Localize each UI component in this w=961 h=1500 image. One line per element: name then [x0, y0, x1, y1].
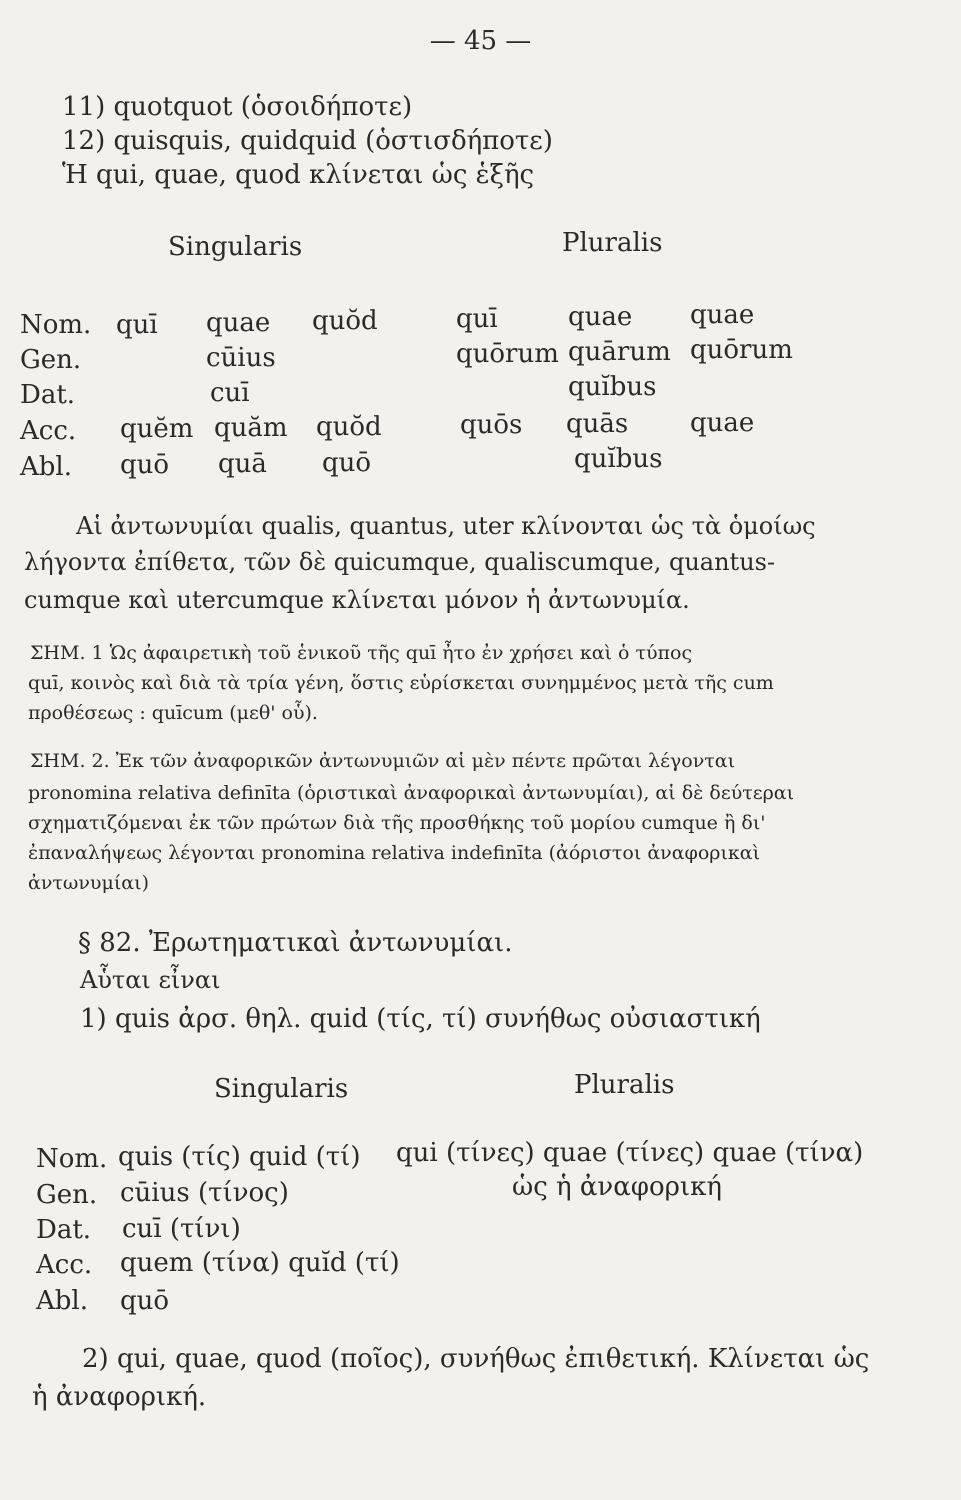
table2-singular-header: Singularis [214, 1074, 349, 1104]
table2-plural-header: Pluralis [574, 1070, 675, 1100]
paragraph-line: λήγοντα ἐπίθετα, τῶν δὲ quicumque, qualiscumque, quantus- [24, 548, 776, 576]
page-number: — 45 — [429, 26, 532, 56]
section-item-1: 1) quis ἀρσ. θηλ. quid (τίς, τί) συνήθως οὐσιαστική [80, 1004, 761, 1034]
paragraph-line: Αἱ ἀντωνυμίαι qualis, quantus, uter κλίνονται ὡς τὰ ὁμοίως [76, 512, 816, 540]
declension-intro: Ἡ qui, quae, quod κλίνεται ὡς ἑξῆς [62, 160, 535, 190]
paragraph-line: cumque καὶ utercumque κλίνεται μόνον ἡ ἀντωνυμία. [24, 586, 690, 614]
note2-line: ΣΗΜ. 2. Ἐκ τῶν ἀναφορικῶν ἀντωνυμιῶν αἱ μὲν πέντε πρῶται λέγονται [30, 750, 736, 772]
list-item-11: 11) quotquot (ὁσοιδήποτε) [62, 92, 413, 122]
note2-line: ἀντωνυμίαι) [28, 872, 149, 894]
section-heading: § 82. Ἐρωτηματικαὶ ἀντωνυμίαι. [78, 928, 513, 958]
table1-plural-header: Pluralis [562, 228, 663, 258]
note1-line: ΣΗΜ. 1 Ὡς ἀφαιρετικὴ τοῦ ἑνικοῦ τῆς quī ἦτο ἐν χρήσει καὶ ὁ τύπος [30, 642, 693, 664]
final-line: 2) qui, quae, quod (ποῖος), συνήθως ἐπιθετική. Κλίνεται ὡς [82, 1344, 870, 1374]
note1-line: quī, κοινὸς καὶ διὰ τὰ τρία γένη, ὅστις εὑρίσκεται συνημμένος μετὰ τῆς cum [28, 672, 774, 694]
book-page: — 45 — 11) quotquot (ὁσοιδήποτε) 12) quisquis, quidquid (ὁστισδήποτε) Ἡ qui, quae, quod κλίνεται ὡς ἑξῆς Singularis Pluralis Nom. quī quae quŏd quī quae quae Gen. cūius quōrum quārum quōrum Dat. cuī quĭbus Acc. quĕm quăm quŏd quōs quās quae Abl. quō quā quō quĭbus Αἱ ἀντωνυμίαι qualis, quantus, uter κλίνονται ὡς τὰ ὁμοίως λήγοντα ἐπίθετα, τῶν δὲ quicumque, qualiscumque, quantus- cumque καὶ utercumque κλίνεται μόνον ἡ ἀντωνυμία. ΣΗΜ. 1 Ὡς ἀφαιρετικὴ τοῦ ἑνικοῦ τῆς quī ἦτο ἐν χρήσει καὶ ὁ τύπος quī, κοινὸς καὶ διὰ τὰ τρία γένη, ὅστις εὑρίσκεται συνημμένος μετὰ τῆς cum προθέσεως : quīcum (μεθ' οὗ). ΣΗΜ. 2. Ἐκ τῶν ἀναφορικῶν ἀντωνυμιῶν αἱ μὲν πέντε πρῶται λέγονται pronomina relativa definīta (ὁριστικαὶ ἀναφορικαὶ ἀντωνυμίαι), αἱ δὲ δεύτεραι σχηματιζόμεναι ἐκ τῶν πρώτων διὰ τῆς προσθήκης τοῦ μορίου cumque ἢ δι' ἐπαναλήψεως λέγονται pronomina relativa indefinīta (ἀόριστοι ἀναφορικαὶ ἀντωνυμίαι) § 82. Ἐρωτηματικαὶ ἀντωνυμίαι. Αὗται εἶναι 1) quis ἀρσ. θηλ. quid (τίς, τί) συνήθως οὐσιαστική Singularis Pluralis Nom. quis (τίς) quid (τί) Gen. cūius (τίνος) Dat. cuī (τίνι) Acc. quem (τίνα) quĭd (τί) Abl. quō qui (τίνες) quae (τίνες) quae (τίνα) ὡς ἡ ἀναφορική 2) qui, quae, quod (ποῖος), συνήθως ἐπιθετική. Κλίνεται ὡς ἡ ἀναφορική. [0, 0, 961, 1500]
section-intro: Αὗται εἶναι [80, 966, 221, 994]
table2-plural-note: ὡς ἡ ἀναφορική [512, 1172, 722, 1202]
table2-plural-forms: qui (τίνες) quae (τίνες) quae (τίνα) [396, 1138, 864, 1168]
list-item-12: 12) quisquis, quidquid (ὁστισδήποτε) [62, 126, 553, 156]
table1-singular-header: Singularis [168, 232, 303, 262]
final-line: ἡ ἀναφορική. [32, 1382, 207, 1412]
note1-line: προθέσεως : quīcum (μεθ' οὗ). [28, 702, 318, 724]
note2-line: σχηματιζόμεναι ἐκ τῶν πρώτων διὰ τῆς προσθήκης τοῦ μορίου cumque ἢ δι' [28, 812, 766, 834]
note2-line: ἐπαναλήψεως λέγονται pronomina relativa indefinīta (ἀόριστοι ἀναφορικαὶ [28, 842, 761, 864]
note2-line: pronomina relativa definīta (ὁριστικαὶ ἀναφορικαὶ ἀντωνυμίαι), αἱ δὲ δεύτεραι [28, 782, 795, 804]
